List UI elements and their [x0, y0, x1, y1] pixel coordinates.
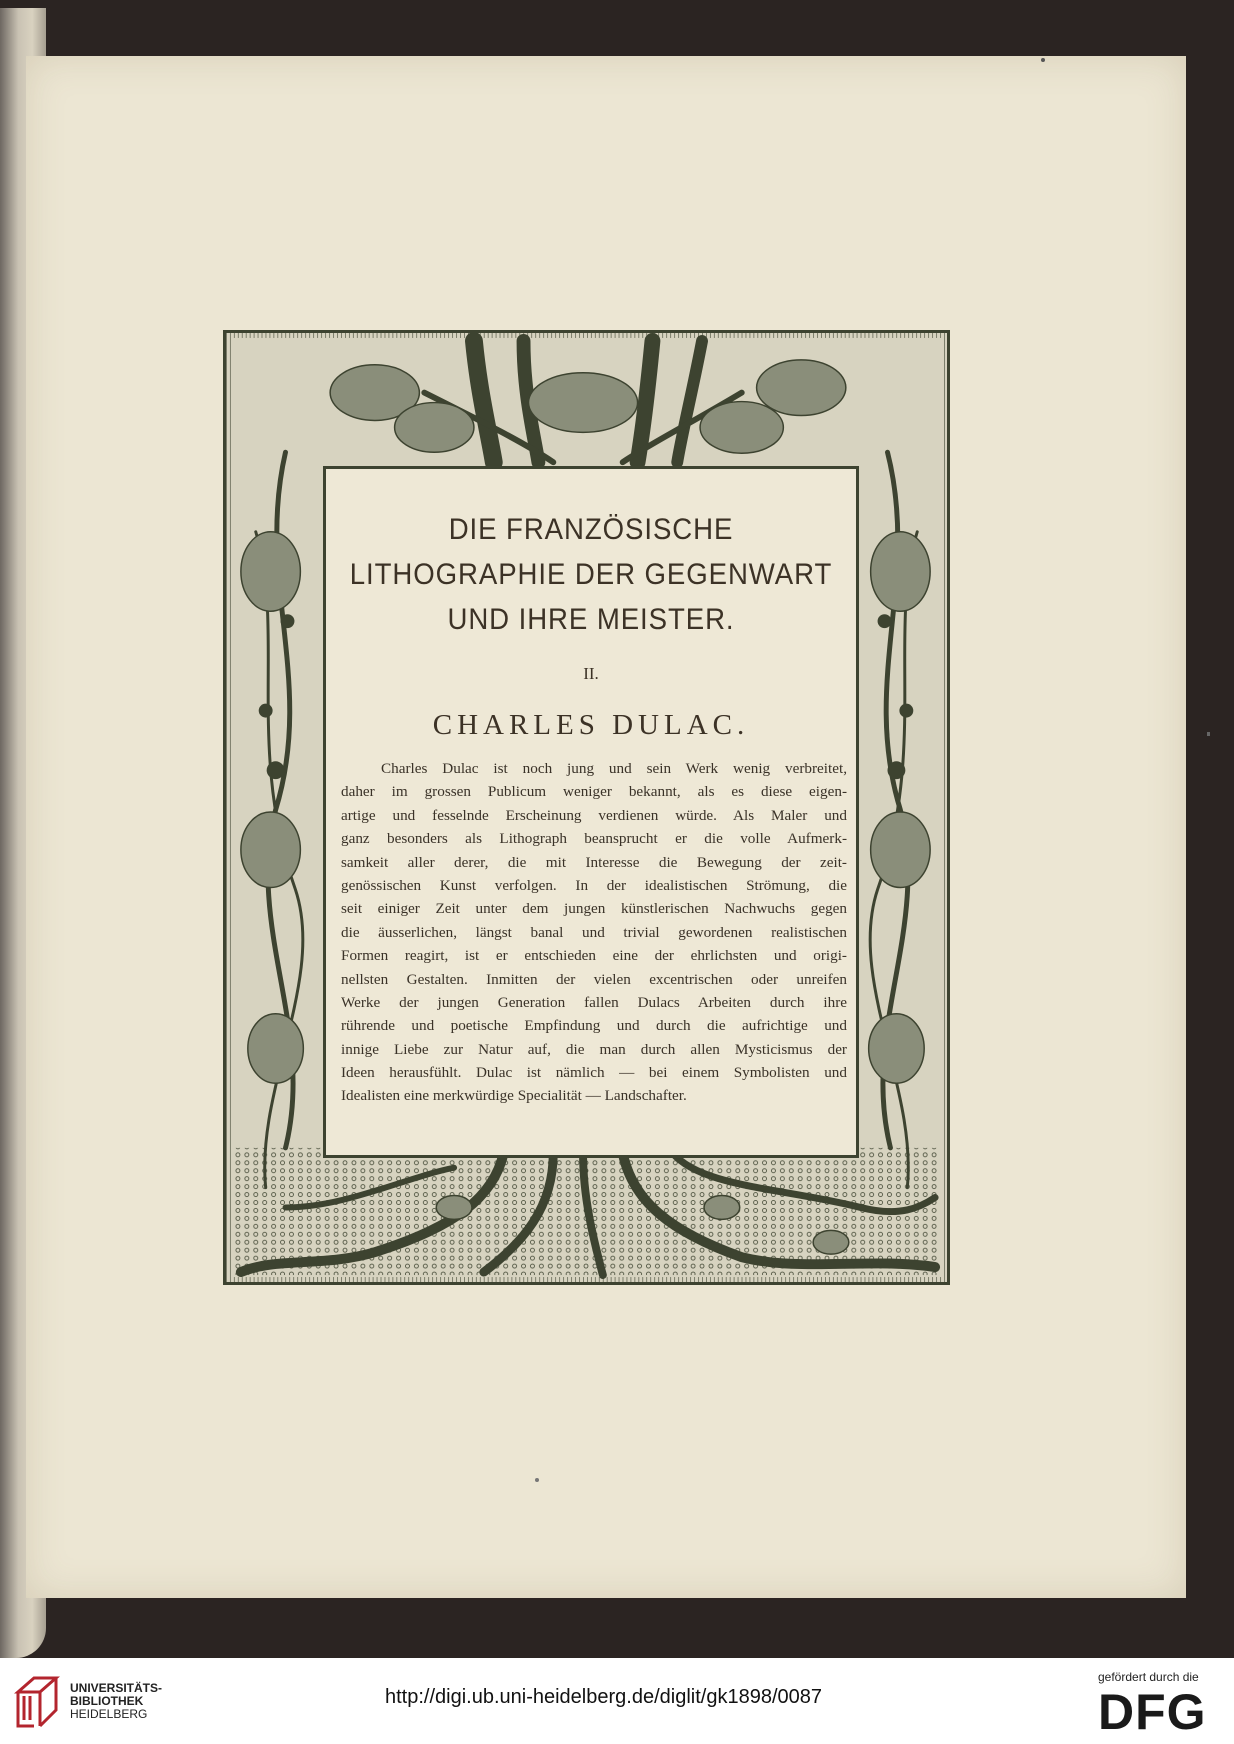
- library-name-line: UNIVERSITÄTS-: [70, 1681, 163, 1695]
- library-name-line: HEIDELBERG: [70, 1707, 148, 1721]
- body-line: ganz besonders als Lithograph beansprucht er die volle Aufmerk-: [341, 830, 847, 848]
- page-speck: [1207, 732, 1210, 736]
- article-body: [341, 757, 847, 1108]
- body-line: innige Liebe zur Natur auf, die man durch allen Mysticismus der: [341, 1040, 847, 1058]
- body-line: nellsten Gestalten. Inmitten der vielen excentrischen oder unreifen: [341, 970, 847, 988]
- body-line: samkeit aller derer, die mit Interesse die Bewegung der zeit-: [341, 853, 847, 871]
- title-line: UND IHRE MEISTER.: [447, 603, 735, 636]
- title-line: DIE FRANZÖSISCHE: [448, 513, 734, 546]
- body-line: seit einiger Zeit unter dem jungen künstlerischen Nachwuchs gegen: [341, 900, 847, 918]
- part-number: II.: [583, 664, 599, 683]
- body-line: Idealisten eine merkwürdige Specialität — Landschafter.: [341, 1087, 687, 1105]
- decorative-frame: [223, 330, 950, 1285]
- body-line: Werke der jungen Generation fallen Dulacs Arbeiten durch ihre: [341, 993, 847, 1011]
- body-line: Charles Dulac ist noch jung und sein Werk wenig verbreitet,: [381, 760, 847, 777]
- library-name: [70, 1682, 162, 1721]
- dfg-logo: DFG: [1098, 1684, 1207, 1740]
- article-subtitle: CHARLES DULAC.: [432, 709, 750, 741]
- body-line: rührende und poetische Empfindung und durch die aufrichtige und: [341, 1017, 847, 1035]
- body-line: artige und fesselnde Erscheinung verdienen würde. Als Maler und: [341, 806, 847, 824]
- body-line: die äusserlichen, längst banal und trivial gewordenen realistischen: [341, 923, 847, 941]
- source-url-link[interactable]: http://digi.ub.uni-heidelberg.de/diglit/gk1898/0087: [385, 1686, 822, 1708]
- article-title: [347, 507, 835, 642]
- page-speck: [1041, 58, 1045, 62]
- funding-label: gefördert durch die: [1098, 1670, 1199, 1684]
- library-name-line: BIBLIOTHEK: [70, 1694, 144, 1708]
- title-line: LITHOGRAPHIE DER GEGENWART: [349, 558, 833, 591]
- body-line: genössischen Kunst verfolgen. In der idealistischen Strömung, die: [341, 876, 847, 894]
- body-line: Formen reagirt, ist er entschieden eine der ehrlichsten und origi-: [341, 947, 847, 965]
- university-library-logo-icon: [14, 1674, 60, 1730]
- text-panel: [323, 466, 859, 1158]
- body-line: daher im grossen Publicum weniger bekannt, als es diese eigen-: [341, 783, 847, 801]
- body-line: Ideen herausfühlt. Dulac ist nämlich — bei einem Symbolisten und: [341, 1064, 847, 1082]
- digitization-footer: [0, 1658, 1234, 1744]
- page-speck: [535, 1478, 539, 1482]
